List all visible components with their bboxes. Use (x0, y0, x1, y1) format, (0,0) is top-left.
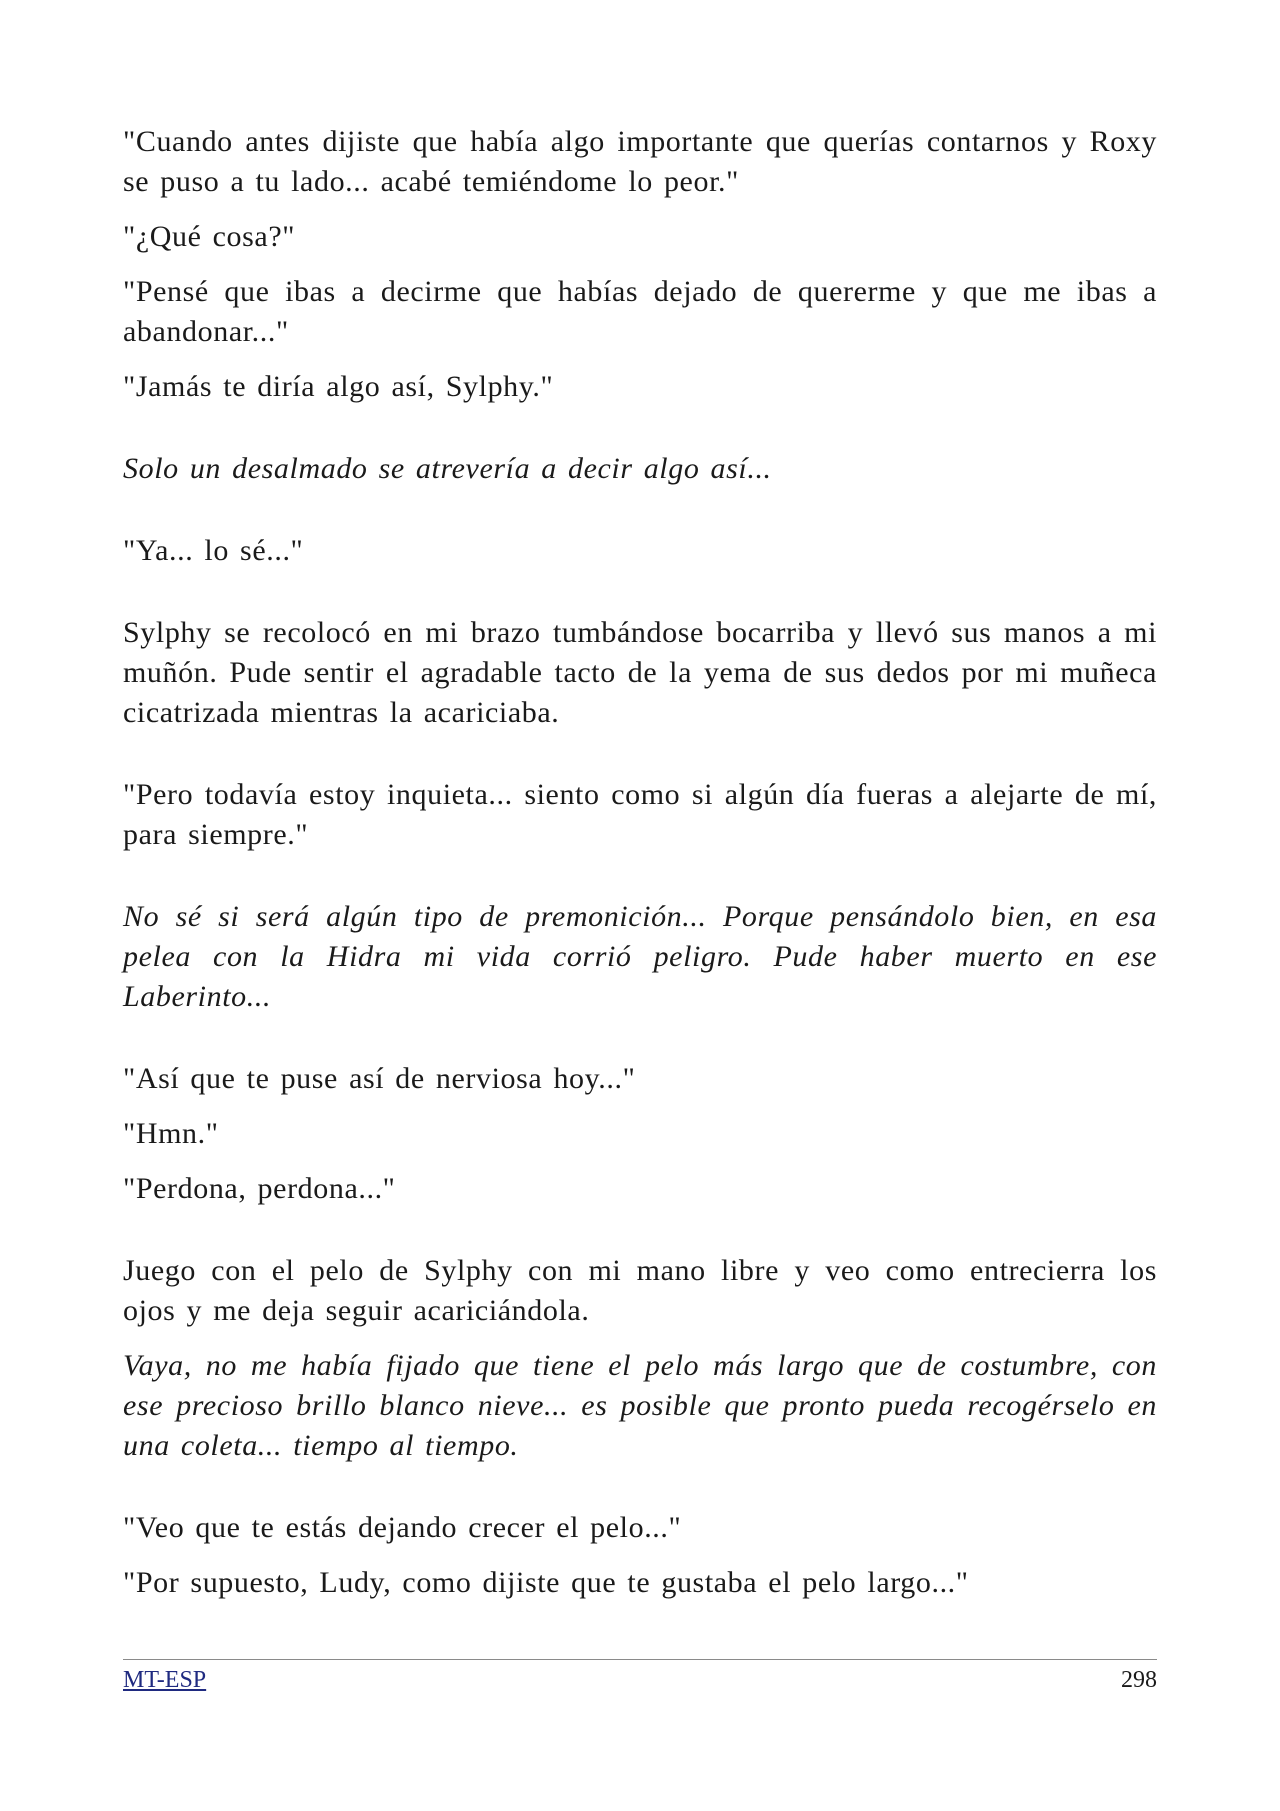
page-number: 298 (1121, 1667, 1157, 1693)
page-body (123, 122, 1157, 1603)
dialogue-paragraph: "Perdona, perdona..." (123, 1172, 396, 1205)
dialogue-paragraph: "Pero todavía estoy inquieta... siento como si algún día fueras a alejarte de mí, para siempre." (123, 778, 1157, 851)
dialogue-paragraph: "Cuando antes dijiste que había algo importante que querías contarnos y Roxy se puso a tu lado... acabé temiéndome lo peor." (123, 125, 1157, 198)
page-footer (123, 1659, 1157, 1694)
dialogue-paragraph: "Pensé que ibas a decirme que habías dejado de quererme y que me ibas a abandonar..." (123, 275, 1157, 348)
footer-link[interactable]: MT-ESP (123, 1667, 207, 1693)
dialogue-paragraph: "Así que te puse así de nerviosa hoy..." (123, 1062, 636, 1095)
dialogue-paragraph: "Ya... lo sé..." (123, 534, 304, 567)
dialogue-paragraph: "Jamás te diría algo así, Sylphy." (123, 370, 554, 403)
dialogue-paragraph: "Por supuesto, Ludy, como dijiste que te gustaba el pelo largo..." (123, 1566, 969, 1599)
dialogue-paragraph: "Hmn." (123, 1117, 219, 1150)
narration-paragraph: Vaya, no me había fijado que tiene el pelo más largo que de costumbre, con ese precioso brillo blanco nieve... es posible que pronto pueda recogérselo en una coleta... tiempo al tiempo. (123, 1349, 1157, 1462)
narration-paragraph: Solo un desalmado se atrevería a decir algo así... (123, 452, 772, 485)
dialogue-paragraph: Sylphy se recolocó en mi brazo tumbándose bocarriba y llevó sus manos a mi muñón. Pude sentir el agradable tacto de la yema de sus dedos por mi muñeca cicatrizada mientras la acariciaba. (123, 616, 1157, 729)
dialogue-paragraph: "Veo que te estás dejando crecer el pelo..." (123, 1511, 682, 1544)
dialogue-paragraph: "¿Qué cosa?" (123, 220, 296, 253)
dialogue-paragraph: Juego con el pelo de Sylphy con mi mano libre y veo como entrecierra los ojos y me deja seguir acariciándola. (123, 1254, 1157, 1327)
narration-paragraph: No sé si será algún tipo de premonición... Porque pensándolo bien, en esa pelea con la Hidra mi vida corrió peligro. Pude haber muerto en ese Laberinto... (123, 900, 1157, 1013)
